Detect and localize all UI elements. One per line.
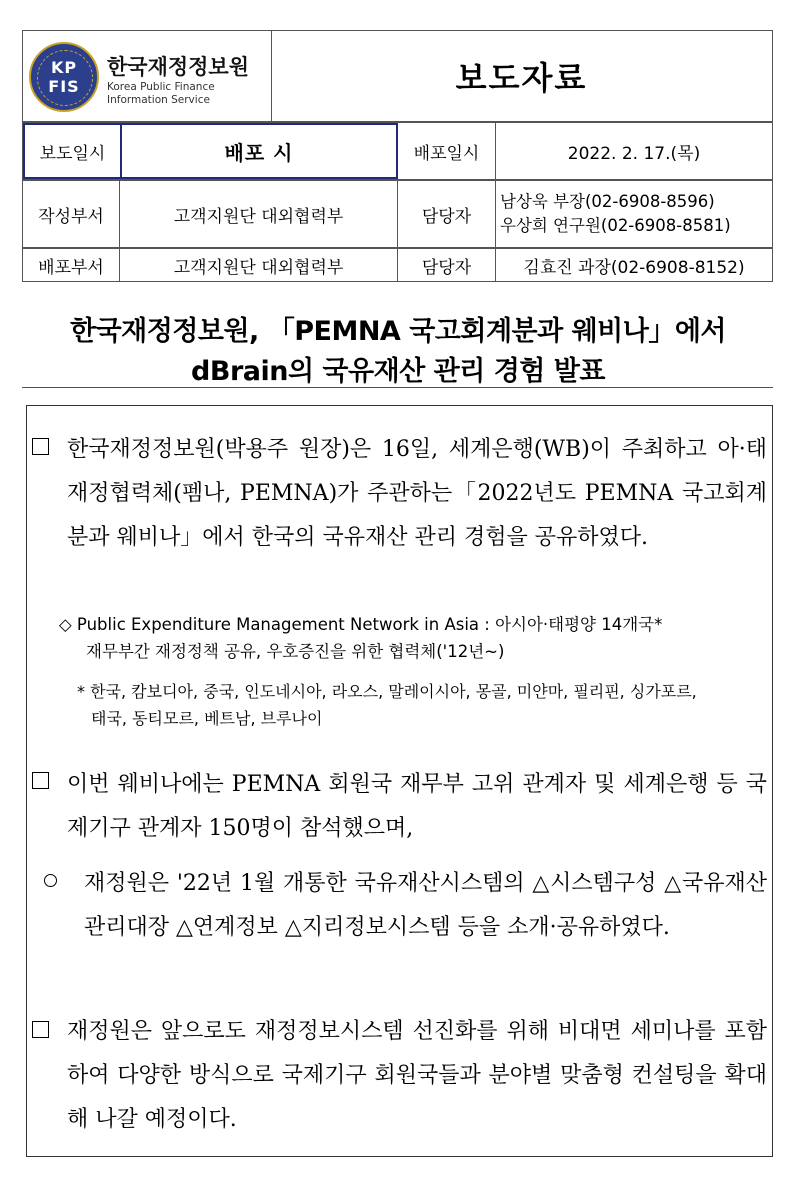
paragraph-3: 재정원은 '22년 1월 개통한 국유재산시스템의 △시스템구성 △국유재산관리대장 △연계정보 △지리정보시스템 등을 소개·공유하였다.: [84, 871, 767, 940]
circle-bullet-icon: [44, 874, 57, 887]
doc-title: 보도자료: [455, 59, 588, 97]
press-release-header: [22, 30, 773, 282]
distribution-date-value: 2022. 2. 17.(목): [567, 143, 701, 164]
release-date-row: [22, 122, 773, 180]
contact-label: 담당자: [398, 181, 496, 247]
org-logo-block: [23, 31, 272, 121]
pemna-note-line1: ◇ Public Expenditure Management Network in Asia : 아시아·태평양 14개국*: [59, 615, 663, 634]
distribution-dept-label: 배포부서: [23, 249, 120, 281]
member-countries-line1: * 한국, 캄보디아, 중국, 인도네시아, 라오스, 말레이시아, 몽골, 미얀마, 필리핀, 싱가포르,: [77, 682, 697, 701]
contact-value-2: 김효진 과장(02-6908-8152): [523, 257, 745, 278]
author-dept-value: 고객지원단 대외협력부: [120, 181, 398, 247]
distribution-dept-row: [22, 248, 773, 282]
paragraph-1: 한국재정정보원(박용주 원장)은 16일, 세계은행(WB)이 주최하고 아·태 재정협력체(펨나, PEMNA)가 주관하는「2022년도 PEMNA 국고회계분과 웨비나」에서 한국의 국유재산 관리 경험을 공유하였다.: [67, 437, 767, 550]
member-countries-note: [77, 678, 771, 732]
pemna-note: [59, 611, 771, 665]
release-time-value: 배포 시: [120, 123, 398, 179]
paragraph-4: 재정원은 앞으로도 재정정보시스템 선진화를 위해 비대면 세미나를 포함하여 다양한 방식으로 국제기구 회원국들과 분야별 맞춤형 컨설팅을 확대해 나갈 예정이다.: [67, 1019, 767, 1132]
release-time-label: 보도일시: [23, 123, 120, 179]
distribution-date-label: 배포일시: [398, 123, 496, 179]
kpfis-emblem-icon: [29, 42, 99, 112]
contact-label-2: 담당자: [398, 249, 496, 281]
contact-list: [496, 181, 772, 247]
org-name-en-line2: Information Service: [107, 94, 210, 106]
org-name-en-line1: Korea Public Finance: [107, 81, 215, 93]
headline-line1: 한국재정정보원, 「PEMNA 국고회계분과 웨비나」에서: [69, 316, 727, 347]
logo-text-top: KP: [50, 58, 78, 77]
paragraph-2: 이번 웨비나에는 PEMNA 회원국 재무부 고위 관계자 및 세계은행 등 국제기구 관계자 150명이 참석했으며,: [67, 772, 767, 841]
author-dept-label: 작성부서: [23, 181, 120, 247]
checkbox-bullet-icon: [32, 438, 49, 455]
headline-line2: dBrain의 국유재산 관리 경험 발표: [191, 356, 605, 387]
contact-item: 우상희 연구원(02-6908-8581): [500, 216, 731, 235]
distribution-dept-value: 고객지원단 대외협력부: [120, 249, 398, 281]
article-body: [26, 405, 773, 1157]
org-name-en: [107, 81, 267, 107]
checkbox-bullet-icon: [32, 772, 49, 789]
logo-text-bottom: FIS: [48, 77, 80, 96]
pemna-note-line2: 재무부간 재정정책 공유, 우호증진을 위한 협력체('12년~): [86, 642, 505, 661]
contact-item: 남상욱 부장(02-6908-8596): [500, 192, 715, 211]
author-dept-row: [22, 180, 773, 248]
member-countries-line2: 태국, 동티모르, 베트남, 브루나이: [91, 709, 323, 728]
header-title-row: [22, 30, 773, 122]
headline-divider: [22, 387, 773, 388]
checkbox-bullet-icon: [32, 1021, 49, 1038]
org-name-kr: 한국재정정보원: [107, 55, 250, 79]
